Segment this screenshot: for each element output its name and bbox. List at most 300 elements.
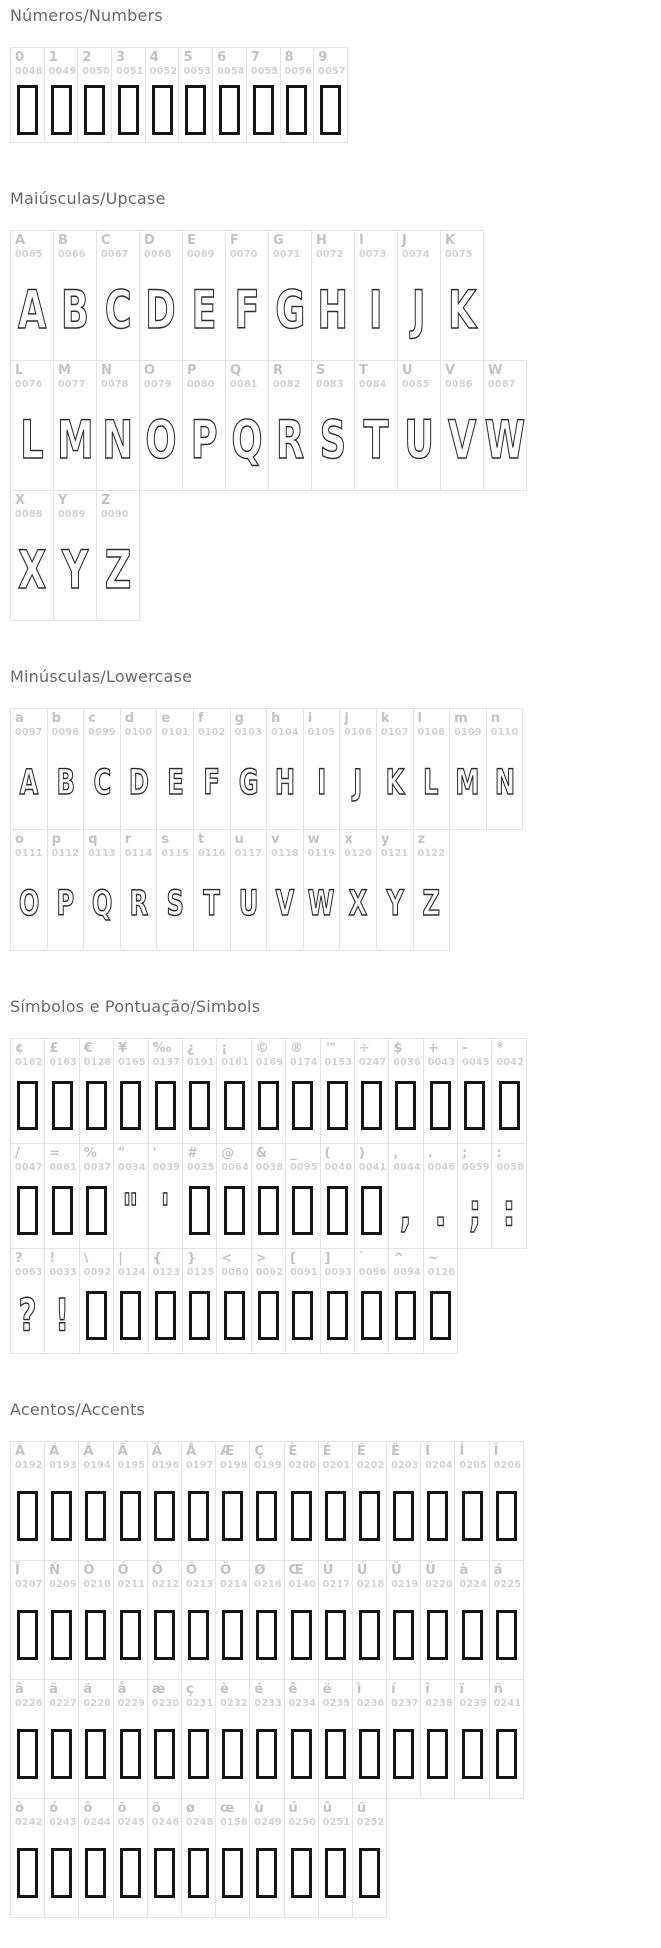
cell-head: [355, 1039, 388, 1069]
cell-head: [319, 1680, 352, 1710]
missing-glyph-box: [256, 1729, 277, 1779]
cell-char-label: ,: [393, 1146, 399, 1161]
glyph-area: [179, 78, 212, 142]
cell-head: [377, 830, 413, 860]
cell-head: [79, 1561, 112, 1591]
cell-head: [78, 48, 111, 78]
cell-unicode-code: 0205: [459, 1459, 488, 1471]
char-cell: [486, 708, 524, 830]
glyph-area: [216, 1591, 249, 1679]
char-cell: [423, 1143, 458, 1249]
cell-head: [194, 709, 230, 739]
missing-glyph-box: [188, 1729, 209, 1779]
char-cell: [320, 1248, 355, 1354]
cell-unicode-code: 0128: [83, 1056, 112, 1068]
char-cell: [113, 1679, 148, 1799]
cell-char-label: ): [358, 1146, 365, 1161]
cell-head: [281, 48, 314, 78]
lowercase-grid: [10, 708, 661, 951]
cell-char-label: Q: [230, 363, 242, 378]
cell-unicode-code: 0091: [290, 1266, 318, 1278]
cell-char-label: K: [445, 233, 456, 248]
glyph-area: [11, 1591, 44, 1679]
missing-glyph-box: [292, 1186, 313, 1235]
cell-char-label: å: [117, 1682, 127, 1697]
missing-glyph-box: [85, 1729, 106, 1779]
cell-unicode-code: 0072: [316, 248, 344, 260]
char-cell: [311, 360, 355, 491]
cell-head: [54, 231, 96, 261]
char-cell: [78, 1679, 113, 1799]
cell-unicode-code: 0206: [493, 1459, 522, 1471]
char-cell: [230, 829, 268, 951]
glyph-area: [183, 1174, 216, 1248]
char-cell: [181, 1798, 216, 1918]
glyph-area: [11, 860, 47, 950]
char-cell: [215, 1441, 250, 1561]
cell-char-label: k: [380, 711, 390, 726]
missing-glyph-box: [84, 85, 105, 135]
glyph-area: [319, 1591, 352, 1679]
glyph-area: [319, 1472, 352, 1560]
cell-unicode-code: 0119: [307, 847, 336, 859]
cell-char-label: i: [307, 711, 313, 726]
glyph-area: [492, 1174, 525, 1248]
glyph-area: [490, 1472, 523, 1560]
cell-head: [48, 709, 84, 739]
glyph-area: [78, 78, 111, 142]
char-cell: [96, 490, 140, 621]
cell-head: [252, 1039, 285, 1069]
missing-glyph-box: [395, 1081, 416, 1130]
glyph-area: [11, 1829, 44, 1917]
cell-head: [455, 1561, 488, 1591]
cell-unicode-code: 0111: [15, 847, 43, 859]
char-cell: [113, 1560, 148, 1680]
section-lowercase: [10, 667, 661, 951]
glyph-area: [114, 1472, 147, 1560]
glyph-area: [450, 739, 486, 829]
cell-unicode-code: 0089: [58, 508, 86, 520]
cell-char-label: e: [161, 711, 171, 726]
cell-unicode-code: 0063: [15, 1266, 43, 1278]
section-title-accents: Acentos/Accents: [10, 1400, 146, 1419]
char-cell: [420, 1560, 455, 1680]
glyph-area: [148, 1472, 181, 1560]
char-cell: [457, 1038, 492, 1144]
cell-char-label: Ø: [254, 1563, 266, 1578]
char-cell: [489, 1441, 524, 1561]
cell-unicode-code: 0039: [152, 1161, 181, 1173]
cell-head: [267, 830, 303, 860]
cell-unicode-code: 0097: [15, 726, 43, 738]
glyph-area: [353, 1710, 386, 1798]
glyph-area: [114, 1710, 147, 1798]
cell-char-label: o: [15, 832, 24, 847]
char-cell: [181, 1441, 216, 1561]
glyph-area: [231, 739, 267, 829]
cell-char-label: Ó: [117, 1563, 129, 1578]
cell-unicode-code: 0098: [51, 726, 80, 738]
cell-unicode-code: 0040: [324, 1161, 353, 1173]
cell-head: [424, 1039, 457, 1069]
missing-glyph-box: [291, 1729, 312, 1779]
glyph-area: [484, 391, 526, 490]
char-cell: [249, 1679, 284, 1799]
missing-glyph-box: [189, 1186, 210, 1235]
cell-unicode-code: 0220: [425, 1578, 453, 1590]
char-cell: [44, 1560, 79, 1680]
section-title-upcase: Maiúsculas/Upcase: [10, 189, 166, 208]
char-cell: [44, 1441, 79, 1561]
cell-unicode-code: 0070: [230, 248, 258, 260]
cell-head: [45, 1442, 78, 1472]
cell-head: [146, 48, 179, 78]
cell-head: [183, 361, 225, 391]
cell-head: [217, 1249, 250, 1279]
cell-unicode-code: 0161: [221, 1056, 249, 1068]
cell-char-label: Ë: [391, 1444, 400, 1459]
cell-char-label: Ï: [15, 1563, 20, 1578]
cell-unicode-code: 0075: [445, 248, 473, 260]
char-cell: [44, 1248, 79, 1354]
missing-glyph-box: [154, 1491, 175, 1541]
cell-unicode-code: 0100: [124, 726, 153, 738]
cell-char-label: ÷: [358, 1041, 370, 1056]
cell-head: [54, 491, 96, 521]
glyph-row: [10, 1143, 661, 1249]
cell-head: [490, 1561, 523, 1591]
glyph-area: [114, 1069, 147, 1143]
missing-glyph-box: [155, 1081, 176, 1130]
glyph-outline: Z: [422, 884, 441, 925]
missing-glyph-box: [256, 1848, 277, 1898]
glyph-outline: I: [369, 279, 383, 342]
symbols-grid: [10, 1038, 661, 1354]
char-cell: [10, 1679, 45, 1799]
missing-glyph-box: [152, 85, 173, 135]
glyph-outline: Q: [231, 409, 263, 472]
cell-unicode-code: 0246: [151, 1816, 180, 1828]
cell-head: [79, 1442, 112, 1472]
cell-unicode-code: 0203: [391, 1459, 419, 1471]
cell-unicode-code: 0110: [490, 726, 519, 738]
cell-unicode-code: 0034: [118, 1161, 146, 1173]
cell-char-label: g: [234, 711, 244, 726]
cell-char-label: `: [358, 1251, 366, 1266]
cell-char-label: r: [124, 832, 132, 847]
char-cell: [96, 230, 140, 361]
char-cell: [10, 1798, 45, 1918]
cell-unicode-code: 0106: [344, 726, 372, 738]
glyph-area: [353, 1829, 386, 1917]
char-cell: [423, 1248, 458, 1354]
cell-char-label: ë: [322, 1682, 332, 1697]
char-cell: [216, 1143, 251, 1249]
cell-head: [149, 1039, 182, 1069]
char-cell: [120, 708, 158, 830]
glyph-area: [157, 860, 193, 950]
char-cell: [354, 1248, 389, 1354]
missing-glyph-box: [427, 1729, 448, 1779]
cell-head: [183, 1039, 216, 1069]
cell-unicode-code: 0201: [322, 1459, 351, 1471]
cell-char-label: ã: [49, 1682, 58, 1697]
section-symbols: [10, 997, 661, 1354]
cell-unicode-code: 0228: [83, 1697, 112, 1709]
char-cell: [397, 360, 441, 491]
char-cell: [147, 1560, 182, 1680]
glyph-area: [340, 860, 376, 950]
cell-unicode-code: 0052: [149, 65, 178, 77]
cell-head: [157, 830, 193, 860]
glyph-outline: E: [191, 279, 217, 342]
cell-unicode-code: 0080: [187, 378, 215, 390]
missing-glyph-box: [325, 1729, 346, 1779]
char-cell: [10, 1143, 45, 1249]
cell-unicode-code: 0096: [358, 1266, 387, 1278]
missing-glyph-box: [327, 1081, 348, 1130]
cell-unicode-code: 0036: [393, 1056, 421, 1068]
cell-char-label: |: [118, 1251, 123, 1266]
cell-unicode-code: 0212: [151, 1578, 180, 1590]
cell-char-label: /: [15, 1146, 20, 1161]
cell-char-label: œ: [220, 1801, 235, 1816]
cell-char-label: í: [391, 1682, 396, 1697]
cell-unicode-code: 0045: [462, 1056, 490, 1068]
glyph-outline: H: [317, 279, 349, 342]
cell-char-label: O: [144, 363, 156, 378]
glyph-area: [286, 1279, 319, 1353]
char-cell: [147, 1441, 182, 1561]
cell-char-label: è: [220, 1682, 229, 1697]
glyph-outline: T: [363, 409, 389, 472]
glyph-outline: ,: [400, 1185, 412, 1237]
missing-glyph-box: [118, 85, 139, 135]
cell-char-label: t: [197, 832, 205, 847]
char-cell: [388, 1248, 423, 1354]
glyph-area: [340, 739, 376, 829]
glyph-area: [121, 739, 157, 829]
cell-unicode-code: 0122: [417, 847, 446, 859]
char-cell: [388, 1038, 423, 1144]
cell-head: [121, 830, 157, 860]
glyph-area: [97, 391, 139, 490]
glyph-outline: M: [56, 409, 94, 472]
cell-char-label: ': [152, 1146, 157, 1161]
char-cell: [397, 230, 441, 361]
cell-unicode-code: 0236: [356, 1697, 385, 1709]
cell-unicode-code: 0053: [183, 65, 212, 77]
cell-head: [114, 1680, 147, 1710]
cell-unicode-code: 0198: [220, 1459, 248, 1471]
glyph-outline: T: [203, 884, 221, 925]
glyph-outline: V: [447, 409, 477, 472]
cell-unicode-code: 0194: [83, 1459, 112, 1471]
cell-unicode-code: 0234: [288, 1697, 317, 1709]
char-cell: [148, 1143, 183, 1249]
missing-glyph-box: [320, 85, 341, 135]
cell-unicode-code: 0217: [322, 1578, 351, 1590]
cell-char-label: _: [290, 1146, 297, 1161]
glyph-row: [10, 1679, 661, 1799]
cell-head: [79, 1799, 112, 1829]
char-cell: [10, 829, 48, 951]
char-cell: [280, 47, 315, 143]
missing-glyph-box: [120, 1491, 141, 1541]
cell-head: [252, 1249, 285, 1279]
missing-glyph-box: [291, 1610, 312, 1660]
missing-glyph-box: [51, 1610, 72, 1660]
cell-head: [304, 830, 340, 860]
cell-unicode-code: 0048: [15, 65, 43, 77]
glyph-area: [80, 1279, 113, 1353]
cell-char-label: Ú: [356, 1563, 368, 1578]
glyph-area: [490, 1591, 523, 1679]
char-cell: [251, 1038, 286, 1144]
glyph-area: [48, 739, 84, 829]
cell-char-label: F: [230, 233, 239, 248]
char-cell: [284, 1560, 319, 1680]
glyph-outline: J: [353, 763, 363, 804]
cell-char-label: ñ: [493, 1682, 503, 1697]
cell-char-label: (: [324, 1146, 331, 1161]
glyph-area: [389, 1174, 422, 1248]
char-cell: [215, 1560, 250, 1680]
glyph-area: [312, 391, 354, 490]
glyph-outline: H: [274, 763, 296, 804]
cell-head: [11, 491, 53, 521]
cell-char-label: 6: [217, 50, 227, 65]
glyph-outline: L: [423, 763, 440, 804]
cell-char-label: Í: [459, 1444, 465, 1459]
cell-unicode-code: 0230: [151, 1697, 180, 1709]
cell-char-label: 4: [149, 50, 159, 65]
cell-unicode-code: 0191: [186, 1056, 215, 1068]
missing-glyph-box: [51, 85, 72, 135]
cell-head: [285, 1442, 318, 1472]
cell-head: [458, 1039, 491, 1069]
missing-glyph-box: [256, 1610, 277, 1660]
character-map-page: [10, 6, 661, 1918]
cell-unicode-code: 0079: [144, 378, 172, 390]
glyph-outline: Y: [385, 884, 404, 925]
cell-unicode-code: 0082: [273, 378, 301, 390]
cell-char-label: x: [344, 832, 353, 847]
cell-char-label: .: [427, 1146, 433, 1161]
glyph-area: [45, 1069, 78, 1143]
glyph-outline: V: [275, 884, 295, 925]
glyph-area: [114, 1829, 147, 1917]
missing-glyph-box: [496, 1491, 517, 1541]
cell-unicode-code: 0088: [15, 508, 43, 520]
char-cell: [354, 360, 398, 491]
missing-glyph-box: [52, 1186, 73, 1235]
missing-glyph-box: [359, 1491, 380, 1541]
char-cell: [230, 708, 268, 830]
missing-glyph-box: [222, 1491, 243, 1541]
char-cell: [182, 1143, 217, 1249]
glyph-area: [355, 1069, 388, 1143]
char-cell: [225, 230, 269, 361]
glyph-area: [140, 391, 182, 490]
cell-unicode-code: 0035: [186, 1161, 215, 1173]
glyph-outline: ": [122, 1185, 139, 1237]
glyph-outline: B: [61, 279, 89, 342]
glyph-outline: K: [447, 279, 477, 342]
char-cell: [284, 1798, 319, 1918]
glyph-area: [97, 261, 139, 360]
glyph-area: [194, 739, 230, 829]
cell-unicode-code: 0196: [151, 1459, 180, 1471]
cell-unicode-code: 0241: [493, 1697, 522, 1709]
glyph-area: [304, 860, 340, 950]
glyph-outline: S: [319, 409, 347, 472]
cell-head: [304, 709, 340, 739]
cell-unicode-code: 0123: [152, 1266, 181, 1278]
glyph-area: [424, 1279, 457, 1353]
glyph-outline: U: [404, 409, 434, 472]
cell-head: [487, 709, 523, 739]
cell-char-label: Ã: [117, 1444, 128, 1459]
char-cell: [311, 230, 355, 361]
char-cell: [251, 1143, 286, 1249]
cell-head: [114, 1144, 147, 1174]
cell-head: [213, 48, 246, 78]
glyph-area: [11, 521, 53, 620]
missing-glyph-box: [292, 1291, 313, 1340]
cell-char-label: !: [49, 1251, 56, 1266]
missing-glyph-box: [462, 1729, 483, 1779]
cell-head: [149, 1249, 182, 1279]
cell-char-label: q: [88, 832, 98, 847]
glyph-area: [182, 1472, 215, 1560]
glyph-area: [80, 1174, 113, 1248]
cell-unicode-code: 0137: [152, 1056, 181, 1068]
glyph-outline: W: [308, 884, 335, 925]
cell-head: [11, 1249, 44, 1279]
cell-unicode-code: 0043: [427, 1056, 456, 1068]
cell-char-label: D: [144, 233, 155, 248]
missing-glyph-box: [258, 1291, 279, 1340]
char-cell: [352, 1441, 387, 1561]
cell-char-label: 3: [116, 50, 126, 65]
char-cell: [79, 1143, 114, 1249]
char-cell: [53, 490, 97, 621]
cell-head: [11, 1442, 44, 1472]
cell-unicode-code: 0200: [288, 1459, 317, 1471]
cell-unicode-code: 0068: [144, 248, 172, 260]
glyph-outline: N: [102, 409, 134, 472]
cell-head: [441, 231, 483, 261]
missing-glyph-box: [17, 1729, 38, 1779]
glyph-area: [216, 1829, 249, 1917]
cell-head: [389, 1039, 422, 1069]
glyph-area: [11, 1279, 44, 1353]
char-cell: [120, 829, 158, 951]
glyph-area: [11, 261, 53, 360]
missing-glyph-box: [17, 1081, 38, 1130]
char-cell: [454, 1441, 489, 1561]
glyph-area: [387, 1710, 420, 1798]
cell-char-label: €: [83, 1041, 93, 1056]
char-cell: [147, 1798, 182, 1918]
cell-head: [149, 1144, 182, 1174]
missing-glyph-box: [120, 1729, 141, 1779]
cell-head: [455, 1442, 488, 1472]
cell-unicode-code: 0153: [324, 1056, 353, 1068]
cell-char-label: ï: [459, 1682, 464, 1697]
